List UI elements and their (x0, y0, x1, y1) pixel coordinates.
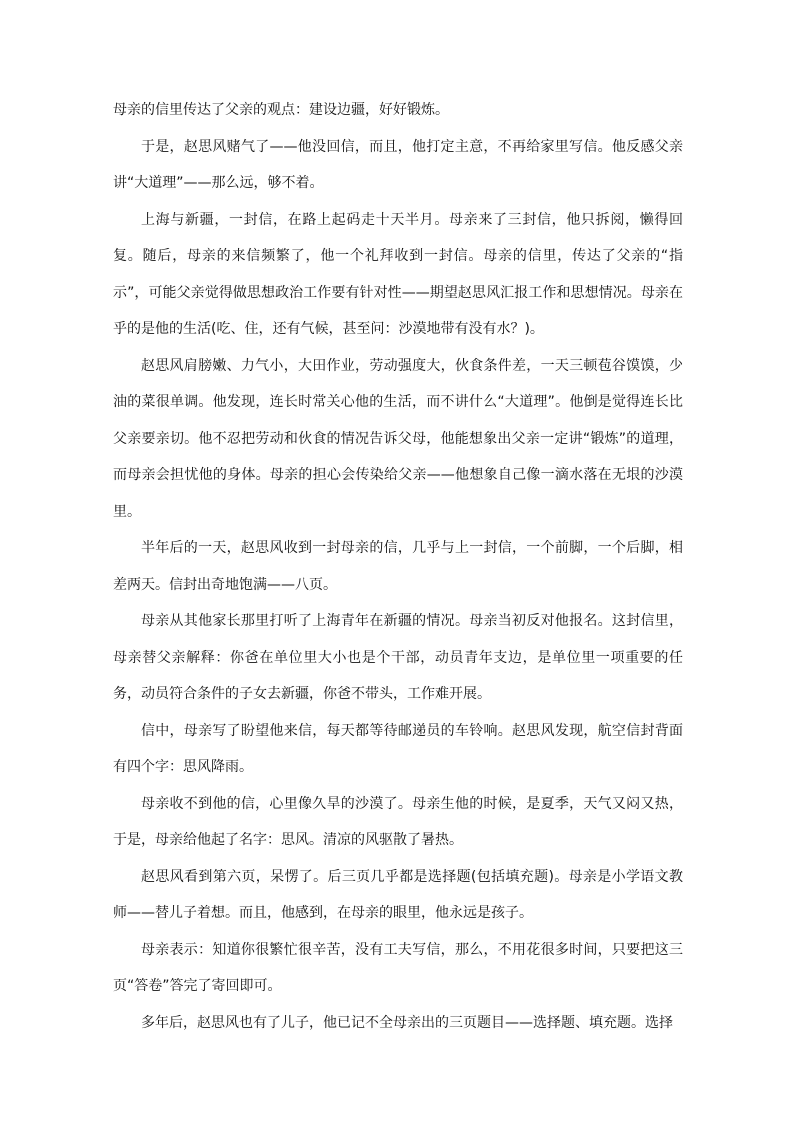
paragraph-9: 赵思风看到第六页，呆愣了。后三页几乎都是选择题(包括填充题)。母亲是小学语文教师——替儿子着想。而且，他感到，在母亲的眼里，他永远是孩子。 (113, 868, 683, 921)
paragraph-10: 母亲表示：知道你很繁忙很辛苦，没有工夫写信，那么，不用花很多时间，只要把这三页“答卷”答完了寄回即可。 (113, 941, 683, 994)
paragraph-8: 母亲收不到他的信，心里像久旱的沙漠了。母亲生他的时候，是夏季，天气又闷又热，于是，母亲给他起了名字：思风。清凉的风驱散了暑热。 (113, 795, 683, 848)
article-body (113, 92, 683, 1041)
paragraph-11: 多年后，赵思风也有了儿子，他已记不全母亲出的三页题目——选择题、填充题。选择 (141, 1014, 673, 1031)
paragraph-1: 母亲的信里传达了父亲的观点：建设边疆，好好锻炼。 (113, 102, 449, 118)
paragraph-4: 赵思风肩膀嫩、力气小，大田作业，劳动强度大，伙食条件差，一天三顿苞谷馍馍，少油的菜很单调。他发现，连长时常关心他的生活，而不讲什么“大道理”。他倒是觉得连长比父亲要亲切。他不忍把劳动和伙食的情况告诉父母，他能想象出父亲一定讲“锻炼”的道理，而母亲会担忧他的身体。母亲的担心会传染给父亲——他想象自己像一滴水落在无垠的沙漠里。 (113, 357, 683, 520)
paragraph-7: 信中，母亲写了盼望他来信，每天都等待邮递员的车铃响。赵思风发现，航空信封背面有四个字：思风降雨。 (113, 722, 683, 775)
paragraph-2: 于是，赵思风赌气了——他没回信，而且，他打定主意，不再给家里写信。他反感父亲讲“大道理”——那么远，够不着。 (113, 138, 683, 191)
paragraph-6: 母亲从其他家长那里打听了上海青年在新疆的情况。母亲当初反对他报名。这封信里，母亲替父亲解释：你爸在单位里大小也是个干部，动员青年支边，是单位里一项重要的任务，动员符合条件的子女去新疆，你爸不带头，工作难开展。 (113, 613, 683, 702)
paragraph-5: 半年后的一天，赵思风收到一封母亲的信，几乎与上一封信，一个前脚，一个后脚，相差两天。信封出奇地饱满——八页。 (113, 540, 683, 593)
paragraph-3: 上海与新疆，一封信，在路上起码走十天半月。母亲来了三封信，他只拆阅，懒得回复。随后，母亲的来信频繁了，他一个礼拜收到一封信。母亲的信里，传达了父亲的“指示”，可能父亲觉得做思想政治工作要有针对性——期望赵思风汇报工作和思想情况。母亲在乎的是他的生活(吃、住，还有气候，甚至问：沙漠地带有没有水？)。 (113, 211, 683, 337)
